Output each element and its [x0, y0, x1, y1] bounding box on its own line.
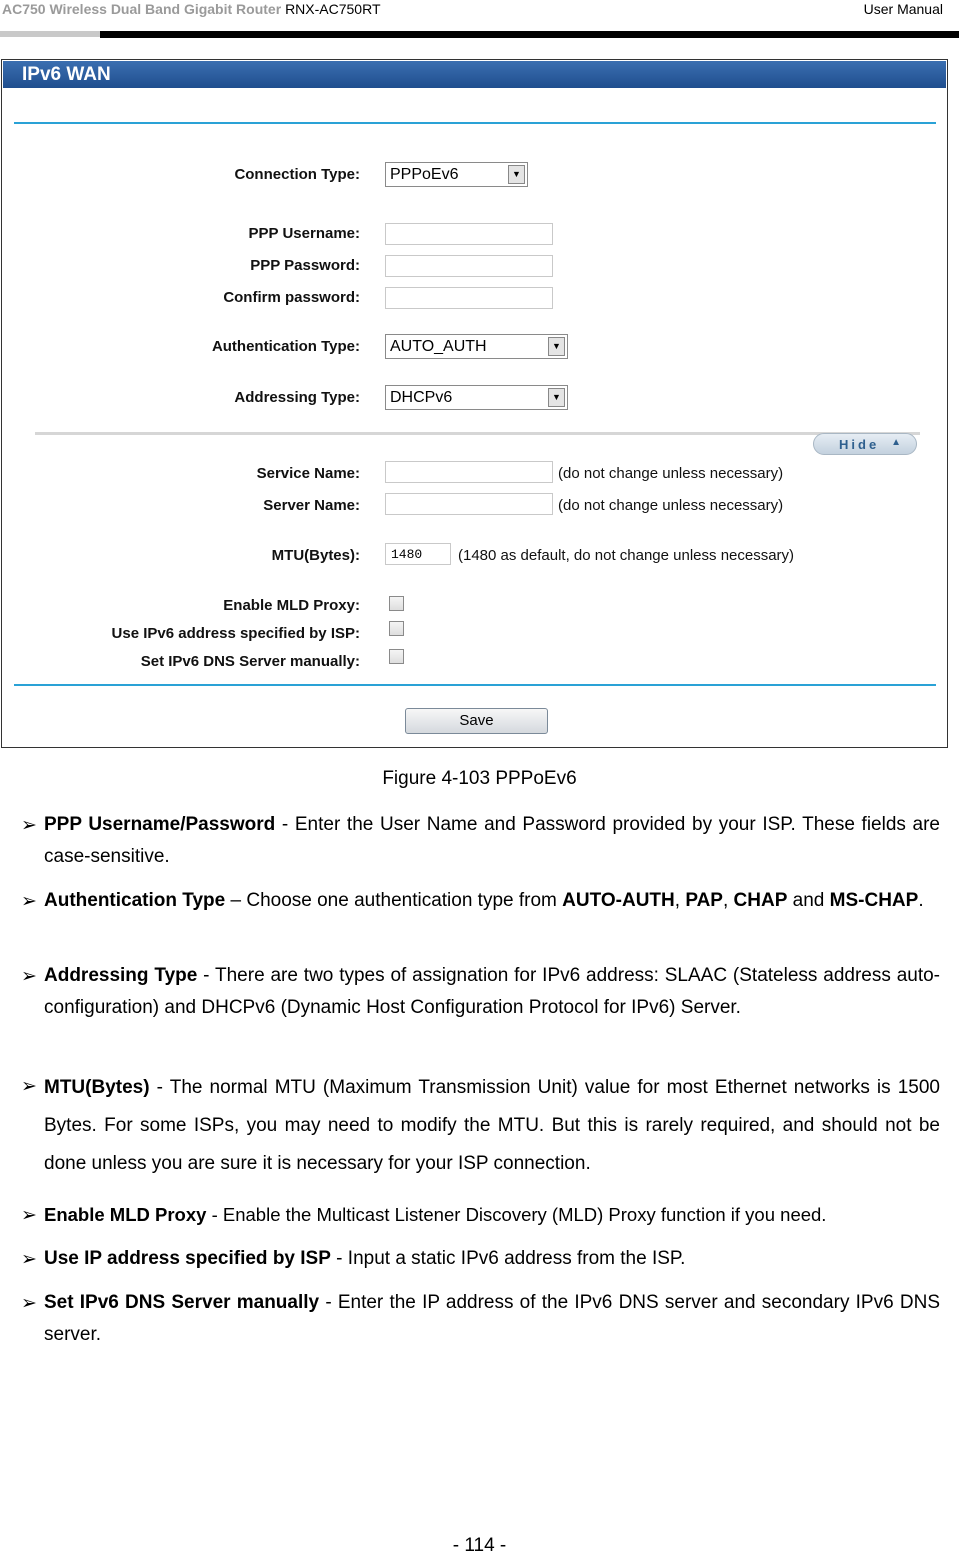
- set-dns-checkbox[interactable]: [389, 649, 404, 664]
- bullet-icon: ➢: [21, 1293, 37, 1314]
- bullet-text: - The normal MTU (Maximum Transmission Unit) value for most Ethernet networks is 1500 Bytes. For some ISPs, you may need to modify the MTU. But this is rarely required, and should not be done unless you are sure it is necessary for your ISP connection.: [44, 1077, 940, 1174]
- auth-type-label: Authentication Type:: [211, 338, 360, 355]
- confirm-password-input[interactable]: [385, 287, 553, 309]
- bullet-use-isp-address: [44, 1243, 940, 1275]
- bullet-term: PPP Username/Password: [44, 814, 276, 835]
- use-isp-address-checkbox[interactable]: [389, 621, 404, 636]
- mtu-label: MTU(Bytes):: [271, 547, 360, 564]
- ppp-password-input[interactable]: [385, 255, 553, 277]
- separator: and: [787, 890, 830, 911]
- hide-label: Hide: [839, 437, 880, 452]
- bullet-icon: ➢: [21, 1076, 37, 1097]
- auth-option: MS-CHAP: [829, 890, 919, 911]
- divider-top: [14, 122, 936, 124]
- addressing-type-select[interactable]: [385, 385, 568, 410]
- bullet-icon: ➢: [21, 1249, 37, 1270]
- bullet-term: Set IPv6 DNS Server manually: [44, 1292, 320, 1313]
- auth-option: CHAP: [733, 890, 788, 911]
- bullet-addressing-type: [44, 960, 940, 1024]
- server-name-label: Server Name:: [263, 497, 360, 514]
- header-product: [2, 1, 381, 17]
- use-isp-address-label: Use IPv6 address specified by ISP:: [111, 625, 360, 642]
- header-product-name: AC750 Wireless Dual Band Gigabit Router: [2, 1, 282, 17]
- header-model: RNX-AC750RT: [285, 1, 381, 17]
- separator: ,: [722, 890, 734, 911]
- bullet-term: Use IP address specified by ISP: [44, 1248, 331, 1269]
- bullet-mld-proxy: [44, 1199, 940, 1231]
- connection-type-label: Connection Type:: [234, 166, 360, 183]
- service-name-label: Service Name:: [256, 465, 360, 482]
- auth-type-value: AUTO_AUTH: [390, 338, 487, 355]
- bullet-term: Addressing Type: [44, 965, 198, 986]
- page-number: - 114 -: [452, 1535, 507, 1556]
- mld-proxy-checkbox[interactable]: [389, 596, 404, 611]
- figure-caption: Figure 4-103 PPPoEv6: [382, 768, 577, 789]
- header-rule-gray: [0, 31, 100, 37]
- hide-button[interactable]: [813, 433, 917, 455]
- bullet-text: - Input a static IPv6 address from the ISP.: [330, 1248, 686, 1269]
- ppp-username-input[interactable]: [385, 223, 553, 245]
- ppp-username-label: PPP Username:: [248, 225, 360, 242]
- bullet-text: - Enter the User Name and Password provided by your ISP. These fields are case-sensitive.: [44, 814, 941, 867]
- bullet-set-dns: [44, 1287, 940, 1351]
- bullet-term: Enable MLD Proxy: [44, 1204, 207, 1225]
- separator: ,: [674, 890, 686, 911]
- connection-type-value: PPPoEv6: [390, 166, 459, 183]
- panel-title: IPv6 WAN: [22, 64, 111, 85]
- bullet-text: - Enter the IP address of the IPv6 DNS server and secondary IPv6 DNS server.: [44, 1292, 940, 1345]
- bullet-term: Authentication Type: [44, 890, 226, 911]
- bullet-mtu: [44, 1069, 940, 1183]
- chevron-down-icon: ▼: [548, 388, 565, 407]
- mtu-note: (1480 as default, do not change unless necessary): [458, 547, 795, 564]
- connection-type-select[interactable]: [385, 162, 528, 187]
- auth-option: AUTO-AUTH: [562, 890, 675, 911]
- separator: .: [918, 890, 924, 911]
- save-button[interactable]: Save: [405, 708, 548, 734]
- bullet-icon: ➢: [21, 966, 37, 987]
- header-rule-black: [100, 31, 959, 38]
- bullet-ppp-credentials: [44, 809, 940, 873]
- chevron-up-icon: ▲: [891, 437, 904, 448]
- addressing-type-value: DHCPv6: [390, 389, 453, 406]
- bullet-text: – Choose one authentication type from: [225, 890, 563, 911]
- mld-proxy-label: Enable MLD Proxy:: [223, 597, 360, 614]
- auth-type-select[interactable]: [385, 334, 568, 359]
- page-header: [0, 0, 959, 24]
- panel-title-bar: [3, 61, 946, 88]
- confirm-password-label: Confirm password:: [223, 289, 360, 306]
- bullet-text: - There are two types of assignation for IPv6 address: SLAAC (Stateless address auto-configuration) and DHCPv6 (Dynamic Host Configuration Protocol for IPv6) Server.: [44, 965, 941, 1018]
- divider-advanced: [35, 432, 920, 435]
- ppp-password-label: PPP Password:: [250, 257, 360, 274]
- server-name-input[interactable]: [385, 493, 553, 515]
- bullet-icon: ➢: [21, 891, 37, 912]
- ipv6-wan-panel: [1, 59, 948, 748]
- auth-option: PAP: [685, 890, 723, 911]
- set-dns-label: Set IPv6 DNS Server manually:: [140, 653, 360, 670]
- chevron-down-icon: ▼: [548, 337, 565, 356]
- divider-bottom: [14, 684, 936, 686]
- service-name-note: (do not change unless necessary): [558, 465, 784, 482]
- bullet-auth-type: [44, 885, 940, 917]
- bullet-text: - Enable the Multicast Listener Discovery (MLD) Proxy function if you need.: [206, 1204, 827, 1225]
- bullet-icon: ➢: [21, 815, 37, 836]
- bullet-term: MTU(Bytes): [44, 1077, 150, 1098]
- header-manual: User Manual: [863, 1, 943, 17]
- addressing-type-label: Addressing Type:: [234, 389, 360, 406]
- bullet-icon: ➢: [21, 1205, 37, 1226]
- server-name-note: (do not change unless necessary): [558, 497, 784, 514]
- chevron-down-icon: ▼: [508, 165, 525, 184]
- service-name-input[interactable]: [385, 461, 553, 483]
- mtu-input[interactable]: 1480: [385, 543, 451, 565]
